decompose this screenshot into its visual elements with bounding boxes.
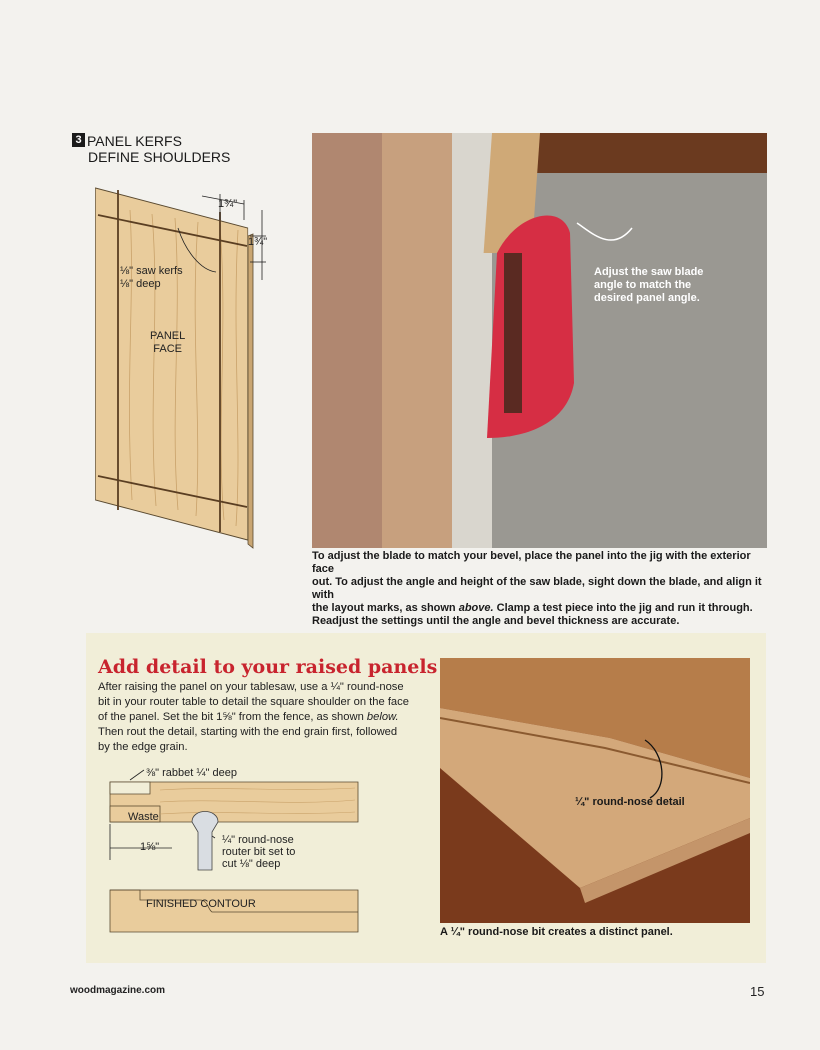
body-line3-em: below.: [366, 711, 399, 723]
body-line3-pre: of the panel. Set the bit 1⅝" from the fence, as shown: [98, 711, 367, 723]
figure-title-line2: DEFINE SHOULDERS: [88, 149, 231, 165]
round-nose-caption: A ¼" round-nose bit creates a distinct panel.: [440, 926, 673, 938]
figure-title: [72, 133, 230, 165]
kerf-label-line2: ⅛" deep: [120, 278, 161, 290]
caption-line2: out. To adjust the angle and height of the saw blade, sight down the blade, and align it with: [312, 576, 762, 601]
rabbet-shape: [110, 782, 150, 794]
router-bit-label-line3: cut ⅛" deep: [222, 858, 281, 870]
blade-adjust-photo: [312, 133, 767, 548]
dim-side-label: 1¾": [248, 236, 268, 248]
round-nose-detail-photo-art: [440, 658, 750, 923]
round-nose-callout: ¼" round-nose detail: [575, 796, 685, 808]
kerf-label-line1: ⅛" saw kerfs: [120, 265, 183, 277]
panel-edge-shape: [248, 234, 253, 548]
panel-face-label-line2: FACE: [153, 343, 182, 355]
router-bit-label: [222, 834, 295, 870]
round-nose-detail-photo: [440, 658, 750, 923]
caption-line3-post: Clamp a test piece into the jig and run it through.: [493, 602, 753, 614]
body-line4: Then rout the detail, starting with the end grain first, followed: [98, 726, 398, 738]
caption-line1: To adjust the blade to match your bevel, place the panel into the jig with the exterior face: [312, 550, 751, 575]
body-line1: After raising the panel on your tablesaw, use a ¼" round-nose: [98, 681, 404, 693]
blade-adjust-caption: [312, 550, 772, 628]
router-bit-shape: [192, 812, 218, 871]
footer-url: woodmagazine.com: [70, 985, 166, 996]
panel-face-label: [150, 330, 185, 356]
router-bit-label-line2: router bit set to: [222, 846, 296, 858]
finished-contour-label: FINISHED CONTOUR: [146, 898, 256, 910]
caption-line4: Readjust the settings until the angle and bevel thickness are accurate.: [312, 615, 680, 627]
detail-heading: Add detail to your raised panels: [98, 656, 438, 678]
finished-board: [110, 890, 358, 932]
caption-line3-em: above.: [458, 602, 494, 614]
waste-label: Waste: [128, 811, 159, 823]
figure-title-line1: PANEL KERFS: [87, 133, 182, 149]
page-number: 15: [750, 984, 765, 999]
router-bit-label-line1: ¼" round-nose: [222, 834, 294, 846]
dim-top-label: 1¾": [218, 198, 238, 210]
blade-callout-line2: angle to match the: [594, 279, 692, 291]
blade-adjust-photo-art: [312, 133, 767, 548]
bit-distance-label: 1⅝": [140, 841, 160, 853]
kerf-label: [120, 265, 183, 291]
body-line5: by the edge grain.: [98, 741, 188, 753]
panel-face-label-line1: PANEL: [150, 330, 186, 342]
figure-number-badge: 3: [72, 133, 85, 147]
blade-callout-line3: desired panel angle.: [594, 292, 700, 304]
body-line3: [98, 710, 428, 725]
caption-line3-pre: the layout marks, as shown: [312, 602, 459, 614]
detail-body: [98, 680, 428, 755]
blade-callout: [594, 266, 703, 305]
caption-line3: [312, 602, 772, 615]
rabbet-label: ⅜" rabbet ¼" deep: [146, 767, 237, 779]
body-line2: bit in your router table to detail the square shoulder on the face: [98, 696, 409, 708]
blade-callout-line1: Adjust the saw blade: [594, 266, 704, 278]
